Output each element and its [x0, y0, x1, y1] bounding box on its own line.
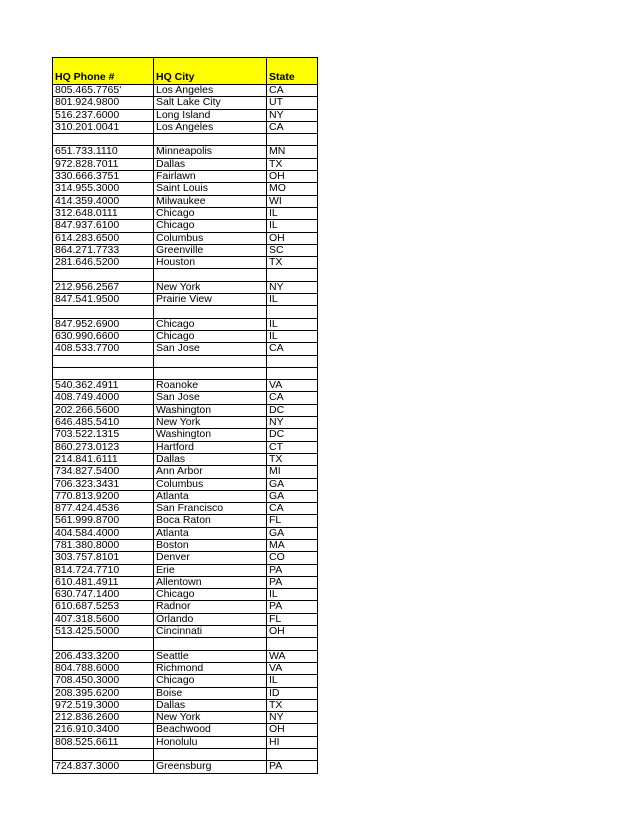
- cell-hq-city: Roanoke: [154, 380, 267, 392]
- cell-hq-city: Ann Arbor: [154, 466, 267, 478]
- table-row: [53, 699, 318, 711]
- cell-hq-city: New York: [154, 417, 267, 429]
- table-row: [53, 343, 318, 355]
- cell-hq-city: Chicago: [154, 220, 267, 232]
- cell-hq-phone: 805.465.7765': [53, 85, 154, 97]
- table-row: [53, 306, 318, 318]
- cell-hq-city: Greenville: [154, 244, 267, 256]
- cell-state: VA: [267, 662, 318, 674]
- table-row: [53, 158, 318, 170]
- cell-hq-city: Cincinnati: [154, 626, 267, 638]
- cell-state: DC: [267, 404, 318, 416]
- cell-hq-city: Erie: [154, 564, 267, 576]
- table-row: [53, 662, 318, 674]
- cell-state: DC: [267, 429, 318, 441]
- table-row: [53, 183, 318, 195]
- cell-hq-city: New York: [154, 281, 267, 293]
- table-row: [53, 478, 318, 490]
- cell-state: OH: [267, 724, 318, 736]
- cell-state: GA: [267, 527, 318, 539]
- cell-hq-city: [154, 269, 267, 281]
- cell-state: TX: [267, 453, 318, 465]
- table-row: [53, 539, 318, 551]
- cell-hq-phone: 814.724.7710: [53, 564, 154, 576]
- cell-hq-city: Orlando: [154, 613, 267, 625]
- cell-state: WI: [267, 195, 318, 207]
- cell-state: OH: [267, 626, 318, 638]
- cell-state: CA: [267, 121, 318, 133]
- cell-state: VA: [267, 380, 318, 392]
- table-row: [53, 232, 318, 244]
- cell-state: PA: [267, 601, 318, 613]
- table-row: [53, 724, 318, 736]
- cell-hq-city: Long Island: [154, 109, 267, 121]
- cell-hq-phone: [53, 367, 154, 379]
- cell-hq-phone: 847.541.9500: [53, 294, 154, 306]
- cell-hq-phone: 770.813.9200: [53, 490, 154, 502]
- table-row: [53, 85, 318, 97]
- hq-contact-table: [52, 57, 318, 774]
- cell-state: IL: [267, 675, 318, 687]
- table-row: [53, 515, 318, 527]
- cell-hq-phone: [53, 749, 154, 761]
- cell-hq-city: Greensburg: [154, 761, 267, 773]
- cell-hq-city: San Jose: [154, 343, 267, 355]
- cell-hq-city: Beachwood: [154, 724, 267, 736]
- cell-hq-city: Washington: [154, 429, 267, 441]
- cell-hq-city: San Francisco: [154, 503, 267, 515]
- cell-state: NY: [267, 712, 318, 724]
- cell-hq-city: Los Angeles: [154, 85, 267, 97]
- cell-state: IL: [267, 294, 318, 306]
- cell-hq-phone: [53, 306, 154, 318]
- cell-state: MI: [267, 466, 318, 478]
- table-row: [53, 380, 318, 392]
- header-row: [53, 58, 318, 85]
- cell-state: IL: [267, 589, 318, 601]
- cell-state: CA: [267, 85, 318, 97]
- cell-hq-phone: 781.380.8000: [53, 539, 154, 551]
- cell-state: GA: [267, 490, 318, 502]
- cell-hq-phone: 281.646.5200: [53, 257, 154, 269]
- cell-hq-city: Seattle: [154, 650, 267, 662]
- cell-state: [267, 134, 318, 146]
- table-row: [53, 736, 318, 748]
- cell-hq-phone: 708.450.3000: [53, 675, 154, 687]
- cell-hq-phone: 216.910.3400: [53, 724, 154, 736]
- cell-hq-phone: 408.749.4000: [53, 392, 154, 404]
- cell-state: NY: [267, 417, 318, 429]
- table-row: [53, 121, 318, 133]
- cell-hq-phone: 808.525.6611: [53, 736, 154, 748]
- cell-hq-phone: 630.990.6600: [53, 330, 154, 342]
- cell-state: SC: [267, 244, 318, 256]
- cell-state: IL: [267, 318, 318, 330]
- cell-state: PA: [267, 576, 318, 588]
- cell-state: ID: [267, 687, 318, 699]
- table-row: [53, 257, 318, 269]
- cell-hq-city: Chicago: [154, 675, 267, 687]
- table-body: [53, 85, 318, 774]
- table-row: [53, 134, 318, 146]
- cell-hq-phone: 561.999.8700: [53, 515, 154, 527]
- table-row: [53, 330, 318, 342]
- cell-hq-phone: 651.733.1110: [53, 146, 154, 158]
- cell-hq-city: Prairie View: [154, 294, 267, 306]
- cell-hq-city: Radnor: [154, 601, 267, 613]
- cell-state: [267, 638, 318, 650]
- cell-hq-city: Boca Raton: [154, 515, 267, 527]
- cell-state: [267, 367, 318, 379]
- cell-hq-city: Houston: [154, 257, 267, 269]
- cell-hq-phone: 202.266.5600: [53, 404, 154, 416]
- table-row: [53, 109, 318, 121]
- cell-hq-phone: 303.757.8101: [53, 552, 154, 564]
- cell-hq-phone: 847.952.6900: [53, 318, 154, 330]
- table-row: [53, 97, 318, 109]
- cell-hq-city: Chicago: [154, 318, 267, 330]
- cell-hq-phone: [53, 269, 154, 281]
- header-hq-city: HQ City: [154, 58, 267, 85]
- cell-hq-phone: 407.318.5600: [53, 613, 154, 625]
- cell-hq-city: Saint Louis: [154, 183, 267, 195]
- table-row: [53, 626, 318, 638]
- cell-hq-city: Richmond: [154, 662, 267, 674]
- cell-hq-city: Atlanta: [154, 490, 267, 502]
- cell-hq-phone: 847.937.6100: [53, 220, 154, 232]
- cell-hq-city: San Jose: [154, 392, 267, 404]
- cell-state: OH: [267, 171, 318, 183]
- table-row: [53, 589, 318, 601]
- table-row: [53, 749, 318, 761]
- cell-hq-city: Denver: [154, 552, 267, 564]
- table-row: [53, 171, 318, 183]
- cell-state: PA: [267, 761, 318, 773]
- cell-hq-city: Los Angeles: [154, 121, 267, 133]
- cell-hq-phone: 860.273.0123: [53, 441, 154, 453]
- table-row: [53, 466, 318, 478]
- cell-state: IL: [267, 330, 318, 342]
- cell-hq-phone: 208.395.6200: [53, 687, 154, 699]
- cell-hq-city: Minneapolis: [154, 146, 267, 158]
- cell-state: CT: [267, 441, 318, 453]
- cell-hq-phone: 206.433.3200: [53, 650, 154, 662]
- cell-state: CO: [267, 552, 318, 564]
- cell-state: CA: [267, 503, 318, 515]
- cell-hq-phone: [53, 134, 154, 146]
- cell-state: CA: [267, 392, 318, 404]
- cell-hq-phone: 314.955.3000: [53, 183, 154, 195]
- cell-hq-phone: [53, 355, 154, 367]
- cell-hq-phone: 212.836.2600: [53, 712, 154, 724]
- cell-hq-city: Washington: [154, 404, 267, 416]
- cell-hq-phone: 214.841.6111: [53, 453, 154, 465]
- table-row: [53, 417, 318, 429]
- cell-hq-phone: 610.687.5253: [53, 601, 154, 613]
- cell-state: NY: [267, 281, 318, 293]
- cell-hq-phone: 312.648.0111: [53, 207, 154, 219]
- cell-hq-city: [154, 306, 267, 318]
- table-row: [53, 761, 318, 773]
- cell-hq-city: [154, 134, 267, 146]
- cell-state: IL: [267, 207, 318, 219]
- cell-state: NY: [267, 109, 318, 121]
- cell-hq-phone: 972.828.7011: [53, 158, 154, 170]
- header-hq-phone: HQ Phone #: [53, 58, 154, 85]
- table-row: [53, 503, 318, 515]
- cell-state: IL: [267, 220, 318, 232]
- table-row: [53, 355, 318, 367]
- cell-state: CA: [267, 343, 318, 355]
- cell-hq-city: Honolulu: [154, 736, 267, 748]
- cell-hq-phone: 630.747.1400: [53, 589, 154, 601]
- cell-state: GA: [267, 478, 318, 490]
- cell-hq-phone: 516.237.6000: [53, 109, 154, 121]
- cell-state: TX: [267, 257, 318, 269]
- cell-state: MA: [267, 539, 318, 551]
- table-row: [53, 712, 318, 724]
- table-row: [53, 404, 318, 416]
- table-row: [53, 367, 318, 379]
- table-row: [53, 675, 318, 687]
- table-row: [53, 552, 318, 564]
- cell-hq-phone: 724.837.3000: [53, 761, 154, 773]
- cell-hq-phone: 864.271.7733: [53, 244, 154, 256]
- cell-state: MN: [267, 146, 318, 158]
- cell-hq-city: Allentown: [154, 576, 267, 588]
- table-row: [53, 220, 318, 232]
- cell-state: [267, 749, 318, 761]
- table-row: [53, 281, 318, 293]
- cell-hq-phone: 614.283.6500: [53, 232, 154, 244]
- table-row: [53, 601, 318, 613]
- table-row: [53, 490, 318, 502]
- cell-hq-city: [154, 638, 267, 650]
- cell-hq-phone: 804.788.6000: [53, 662, 154, 674]
- cell-hq-city: Salt Lake City: [154, 97, 267, 109]
- cell-hq-phone: [53, 638, 154, 650]
- cell-hq-city: Columbus: [154, 478, 267, 490]
- cell-hq-city: Hartford: [154, 441, 267, 453]
- cell-hq-city: Atlanta: [154, 527, 267, 539]
- cell-hq-phone: 414.359.4000: [53, 195, 154, 207]
- cell-hq-city: Boise: [154, 687, 267, 699]
- table-row: [53, 638, 318, 650]
- cell-hq-phone: 408.533.7700: [53, 343, 154, 355]
- cell-hq-phone: 212.956.2567: [53, 281, 154, 293]
- cell-hq-phone: 877.424.4536: [53, 503, 154, 515]
- table-row: [53, 441, 318, 453]
- cell-hq-city: Chicago: [154, 330, 267, 342]
- cell-hq-phone: 801.924.9800: [53, 97, 154, 109]
- table-row: [53, 195, 318, 207]
- cell-hq-phone: 330.666.3751: [53, 171, 154, 183]
- header-state: State: [267, 58, 318, 85]
- cell-hq-city: Milwaukee: [154, 195, 267, 207]
- cell-state: WA: [267, 650, 318, 662]
- cell-hq-city: Boston: [154, 539, 267, 551]
- cell-state: [267, 355, 318, 367]
- table-row: [53, 564, 318, 576]
- cell-hq-city: Dallas: [154, 699, 267, 711]
- cell-hq-city: Dallas: [154, 453, 267, 465]
- cell-state: UT: [267, 97, 318, 109]
- cell-state: HI: [267, 736, 318, 748]
- cell-hq-city: Chicago: [154, 207, 267, 219]
- table-row: [53, 453, 318, 465]
- table-row: [53, 269, 318, 281]
- table-row: [53, 576, 318, 588]
- cell-hq-phone: 513.425.5000: [53, 626, 154, 638]
- table-row: [53, 294, 318, 306]
- cell-hq-phone: 310.201.0041: [53, 121, 154, 133]
- table-row: [53, 392, 318, 404]
- cell-hq-city: Columbus: [154, 232, 267, 244]
- cell-hq-phone: 646.485.5410: [53, 417, 154, 429]
- cell-state: PA: [267, 564, 318, 576]
- cell-hq-city: Fairlawn: [154, 171, 267, 183]
- table-row: [53, 613, 318, 625]
- cell-hq-city: [154, 367, 267, 379]
- table-row: [53, 146, 318, 158]
- table-row: [53, 207, 318, 219]
- cell-hq-phone: 972.519.3000: [53, 699, 154, 711]
- cell-state: FL: [267, 613, 318, 625]
- cell-state: MO: [267, 183, 318, 195]
- table-row: [53, 687, 318, 699]
- table-row: [53, 527, 318, 539]
- cell-hq-city: Dallas: [154, 158, 267, 170]
- cell-hq-phone: 734.827.5400: [53, 466, 154, 478]
- cell-hq-city: [154, 355, 267, 367]
- table-row: [53, 244, 318, 256]
- table-row: [53, 429, 318, 441]
- cell-state: FL: [267, 515, 318, 527]
- cell-state: TX: [267, 699, 318, 711]
- cell-state: TX: [267, 158, 318, 170]
- cell-hq-city: [154, 749, 267, 761]
- cell-hq-phone: 610.481.4911: [53, 576, 154, 588]
- cell-state: [267, 306, 318, 318]
- cell-hq-phone: 404.584.4000: [53, 527, 154, 539]
- cell-hq-city: Chicago: [154, 589, 267, 601]
- cell-hq-phone: 540.362.4911: [53, 380, 154, 392]
- cell-state: OH: [267, 232, 318, 244]
- cell-state: [267, 269, 318, 281]
- cell-hq-phone: 703.522.1315: [53, 429, 154, 441]
- cell-hq-phone: 706.323.3431: [53, 478, 154, 490]
- table-row: [53, 318, 318, 330]
- table-row: [53, 650, 318, 662]
- cell-hq-city: New York: [154, 712, 267, 724]
